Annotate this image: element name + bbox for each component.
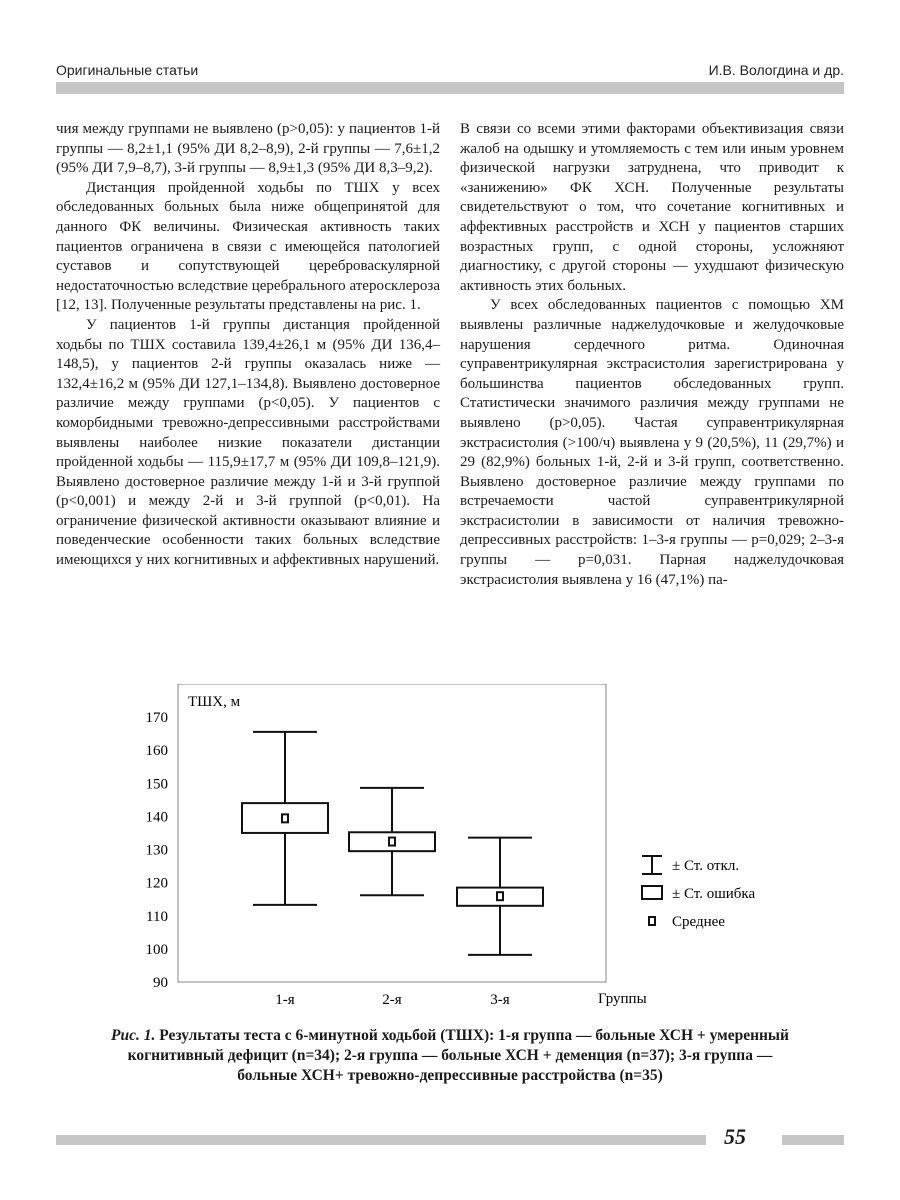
y-axis-label: ТШХ, м [188,694,241,710]
legend-mean-symbol [649,917,655,925]
legend-label: Среднее [672,914,725,930]
legend [642,856,755,930]
legend-label: ± Ст. ошибка [672,886,756,902]
paragraph: чия между группами не выявлено (р>0,05): у пациентов 1-й группы — 8,2±1,1 (95% ДИ 8,2–8,9), 2-й группы — 7,6±1,2 (95% ДИ 7,9–8,7), 3-й группы — 8,9±1,3 (95% ДИ 8,3–9,2). [56,121,440,177]
y-tick-label: 100 [145,941,168,958]
figure-caption [100,1026,800,1086]
x-tick-label: 1-я [275,992,295,1008]
y-tick-label: 120 [145,875,168,892]
box-group-1 [242,732,328,905]
y-tick-label: 140 [145,809,168,826]
mean-marker [497,892,503,900]
legend-se-symbol [642,886,662,899]
x-axis-ticks [275,992,509,1008]
paragraph: Дистанция пройденной ходьбы по ТШХ у всех обследованных больных была ниже общепринятой для данного ФК величины. Физическая активность таких пациентов ограничена в связи с имеющейся патологией суставов и сопутствующей цереброваскулярной недостаточностью вследствие церебрального атеросклероза [12, 13]. Полученные результаты представлены на рис. 1. [56,179,440,314]
x-tick-label: 2-я [382,992,402,1008]
y-axis-ticks [146,710,169,991]
y-tick-label: 170 [145,710,168,726]
footer-bar-end [782,1135,844,1145]
x-axis-label: Группы [598,991,647,1007]
figure-1-chart [130,684,780,1014]
y-tick-label: 130 [145,842,168,859]
footer-bar [56,1135,706,1145]
y-tick-label: 110 [146,908,168,925]
running-header-authors: И.В. Вологдина и др. [708,62,844,78]
x-tick-label: 3-я [490,992,510,1008]
box-series [242,732,543,955]
paragraph: У всех обследованных пациентов с помощью ХМ выявлены различные наджелудочковые и желудочковые нарушения сердечного ритма. Одиночная суправентрикулярная экстрасистолия зарегистрирована у большинства пациентов обследованных групп. Статистически значимого различия между группами не выявлено (р>0,05). Частая суправентрикулярная экстрасистолия (>100/ч) выявлена у 9 (20,5%), 11 (29,7%) и 29 (82,9%) больных 1-й, 2-й и 3-й групп, соответственно. Выявлено достоверное различие между группами по встречаемости частой суправентрикулярной экстрасистолии в зависимости от наличия тревожно-депрессивных расстройств: 1–3-я группы — р=0,029; 2–3-я группы — р=0,031. Парная наджелудочковая экстрасистолия выявлена у 16 (47,1%) па- [460,297,844,588]
y-tick-label: 90 [153,975,168,991]
legend-label: ± Ст. откл. [672,858,740,874]
y-tick-label: 150 [145,776,168,793]
page-number: 55 [724,1124,746,1149]
box-group-2 [349,788,435,895]
caption-label: Рис. 1. [111,1027,156,1044]
header-bar [56,82,844,94]
caption-text: Результаты теста с 6-минутной ходьбой (ТШХ): 1-я группа — больные ХСН + умеренный когнитивный дефицит (n=34); 2-я группа — больные ХСН + деменция (n=37); 3-я группа — больные ХСН+ тревожно-депрессивные расстройства (n=35) [127,1027,789,1084]
y-tick-label: 160 [145,743,168,760]
right-column [460,120,844,590]
mean-marker [282,814,288,822]
running-header-section: Оригинальные статьи [56,62,199,78]
mean-marker [389,838,395,846]
paragraph: В связи со всеми этими факторами объективизация связи жалоб на одышку и утомляемость с тем или иным уровнем физической нагрузки затруднена, что приводит к «занижению» ФК ХСН. Полученные результаты свидетельствуют о том, что сочетание когнитивных и аффективных расстройств и ХСН у пациентов старших возрастных групп, с одной стороны, усложняют диагностику, с другой стороны — ухудшают физическую активность этих больных. [460,121,844,294]
paragraph: У пациентов 1-й группы дистанция пройденной ходьбы по ТШХ составила 139,4±26,1 м (95% ДИ 136,4–148,5), у пациентов 2-й группы оказалась ниже — 132,4±16,2 м (95% ДИ 127,1–134,8). Выявлено достоверное различие между группами (р<0,05). У пациентов с коморбидными тревожно-депрессивными расстройствами выявлены наиболее низкие показатели дистанции пройденной ходьбы — 115,9±17,7 м (95% ДИ 109,8–121,9). Выявлено достоверное различие между 1-й и 3-й группой (р<0,001) и между 2-й и 3-й группой (р<0,01). На ограничение физической активности оказывают влияние и поведенческие особенности таких больных вследствие имеющихся у них когнитивных и аффективных нарушений. [56,316,440,569]
box-group-3 [457,838,543,955]
left-column [56,120,440,571]
